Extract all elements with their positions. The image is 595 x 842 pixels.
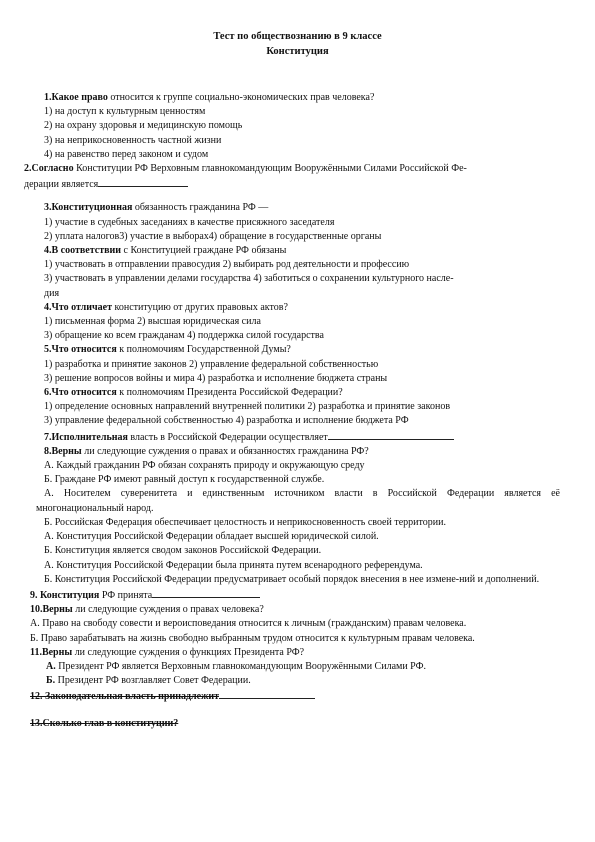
question-11: [30, 603, 560, 617]
question-text: власть в Российской Федерации осуществляет: [127, 431, 328, 443]
question-text: 13.Сколько глав в конституции?: [30, 717, 179, 729]
question-5: [36, 301, 560, 315]
answer-blank[interactable]: [98, 176, 188, 187]
spacer: [36, 705, 560, 717]
question-lead: 5.Что относится: [44, 344, 117, 356]
spacer: [36, 192, 560, 201]
question-text: обязанность гражданина РФ —: [132, 202, 269, 214]
option: 1) участвовать в отправлении правосудия 2) выбирать род деятельности и профессию: [44, 259, 410, 271]
question-text: 12. Законодательная власть принадлежит: [30, 691, 219, 703]
question-lead: 4.Что отличает: [44, 301, 113, 313]
question-13: [30, 688, 560, 704]
question-2-continued: [24, 176, 560, 192]
answer-blank[interactable]: [328, 429, 454, 440]
question-10: [30, 587, 560, 603]
question-text: ли следующие суждения о правах и обязанностях гражданина РФ?: [81, 445, 369, 457]
question-text: ли следующие суждения о функциях Президента РФ?: [72, 646, 305, 658]
option: 4) на равенство перед законом и судом: [44, 148, 209, 160]
question-lead: 4.В соответствии: [44, 245, 122, 257]
question-text: конституцию от других правовых актов?: [112, 301, 288, 313]
statement-a: [36, 660, 560, 674]
option: 1) разработка и принятие законов 2) управление федеральной собственностью: [44, 358, 379, 370]
question-7: [36, 386, 560, 400]
statement: А. Право на свободу совести и вероисповедания относится к личным (гражданским) правам человека.: [30, 618, 467, 630]
option: А. Каждый гражданин РФ обязан сохранять природу и окружающую среду: [44, 460, 365, 472]
question-text: к полномочиям Президента Российской Федерации?: [116, 387, 343, 399]
statement: Б. Конституция Российской Федерации предусматривает особый порядок внесения в нее измене-ний и дополнений.: [44, 573, 540, 585]
question-text: Конституции РФ Верховным главнокомандующим Вооружёнными Силами Российской Фе-: [73, 163, 467, 175]
statement-b: [36, 674, 560, 688]
question-lead: 2.Согласно: [24, 163, 74, 175]
question-lead: 10.Верны: [30, 604, 73, 616]
question-6: [36, 343, 560, 357]
answer-blank[interactable]: [152, 587, 260, 598]
question-lead: 1.Какое право: [44, 92, 108, 103]
question-lead: 3.Конституционная: [44, 202, 133, 214]
option: 3) решение вопросов войны и мира 4) разработка и исполнение бюджета страны: [44, 372, 388, 384]
question-text: ли следующие суждения о правах человека?: [72, 604, 264, 616]
option: 2) уплата налогов3) участие в выборах4) обращение в государственные органы: [44, 230, 382, 242]
option: Б. Граждане РФ имеют равный доступ к государственной службе.: [44, 474, 325, 486]
question-12: [30, 646, 560, 660]
question-text: дерации является: [24, 179, 99, 191]
statement-letter: Б.: [46, 675, 56, 687]
statement-text: Президент РФ является Верховным главнокомандующим Вооружёнными Силами РФ.: [55, 660, 426, 672]
question-text: к полномочиям Государственной Думы?: [116, 344, 291, 356]
question-lead: 9. Конституция: [30, 589, 100, 601]
option: 3) управление федеральной собственностью 4) разработка и исполнение бюджета РФ: [44, 415, 409, 427]
question-lead: 7.Исполнительная: [44, 431, 128, 443]
page-subtitle: Конституция: [266, 46, 329, 57]
option: 1) определение основных направлений внутренней политики 2) разработка и принятие законов: [44, 401, 451, 413]
statement: Б. Российская Федерация обеспечивает целостность и неприкосновенность своей территории.: [44, 516, 446, 528]
option: 1) участие в судебных заседаниях в качестве присяжного заседателя: [44, 216, 335, 228]
question-4: [36, 244, 560, 258]
question-lead: 8.Верны: [44, 445, 82, 457]
option: дия: [44, 287, 60, 299]
option: 1) письменная форма 2) высшая юридическая сила: [44, 316, 261, 328]
answer-blank[interactable]: [219, 688, 315, 699]
question-2: [24, 162, 560, 176]
question-3: [36, 201, 560, 215]
statement: Б. Конституция является сводом законов Российской Федерации.: [44, 545, 322, 557]
test-content: [24, 91, 560, 731]
statement: Б. Право зарабатывать на жизнь свободно выбранным трудом относится к культурным правам человека.: [30, 632, 475, 644]
question-1: [36, 91, 560, 105]
question-text: с Конституцией граждане РФ обязаны: [121, 245, 287, 257]
question-text: относится к группе социально-экономических прав человека?: [107, 92, 375, 103]
statement-letter: А.: [46, 660, 56, 672]
statement: А. Конституция Российской Федерации была принята путем всенародного референдума.: [44, 559, 423, 571]
option: 3) обращение ко всем гражданам 4) поддержка силой государства: [44, 330, 324, 342]
option: 2) на охрану здоровья и медицинскую помощь: [44, 120, 243, 132]
question-text: РФ принята: [99, 589, 153, 601]
statement: А. Конституция Российской Федерации обладает высшей юридической силой.: [44, 531, 379, 543]
question-lead: 6.Что относится: [44, 387, 117, 399]
option: 1) на доступ к культурным ценностям: [44, 106, 206, 118]
question-lead: 11.Верны: [30, 646, 73, 658]
statement-text: Президент РФ возглавляет Совет Федерации.: [55, 675, 251, 687]
question-9: [36, 445, 560, 459]
page-title: Тест по обществознанию в 9 классе: [213, 31, 382, 42]
question-8: [36, 429, 560, 445]
option: 3) участвовать в управлении делами государства 4) заботиться о сохранении культурного насле-: [44, 273, 454, 285]
question-14: [30, 717, 560, 731]
statement: А. Носителем суверенитета и единственным источником власти в Российской Федерации является её многонациональный народ.: [36, 488, 560, 514]
header: [0, 29, 595, 59]
option: 3) на неприкосновенность частной жизни: [44, 134, 222, 146]
